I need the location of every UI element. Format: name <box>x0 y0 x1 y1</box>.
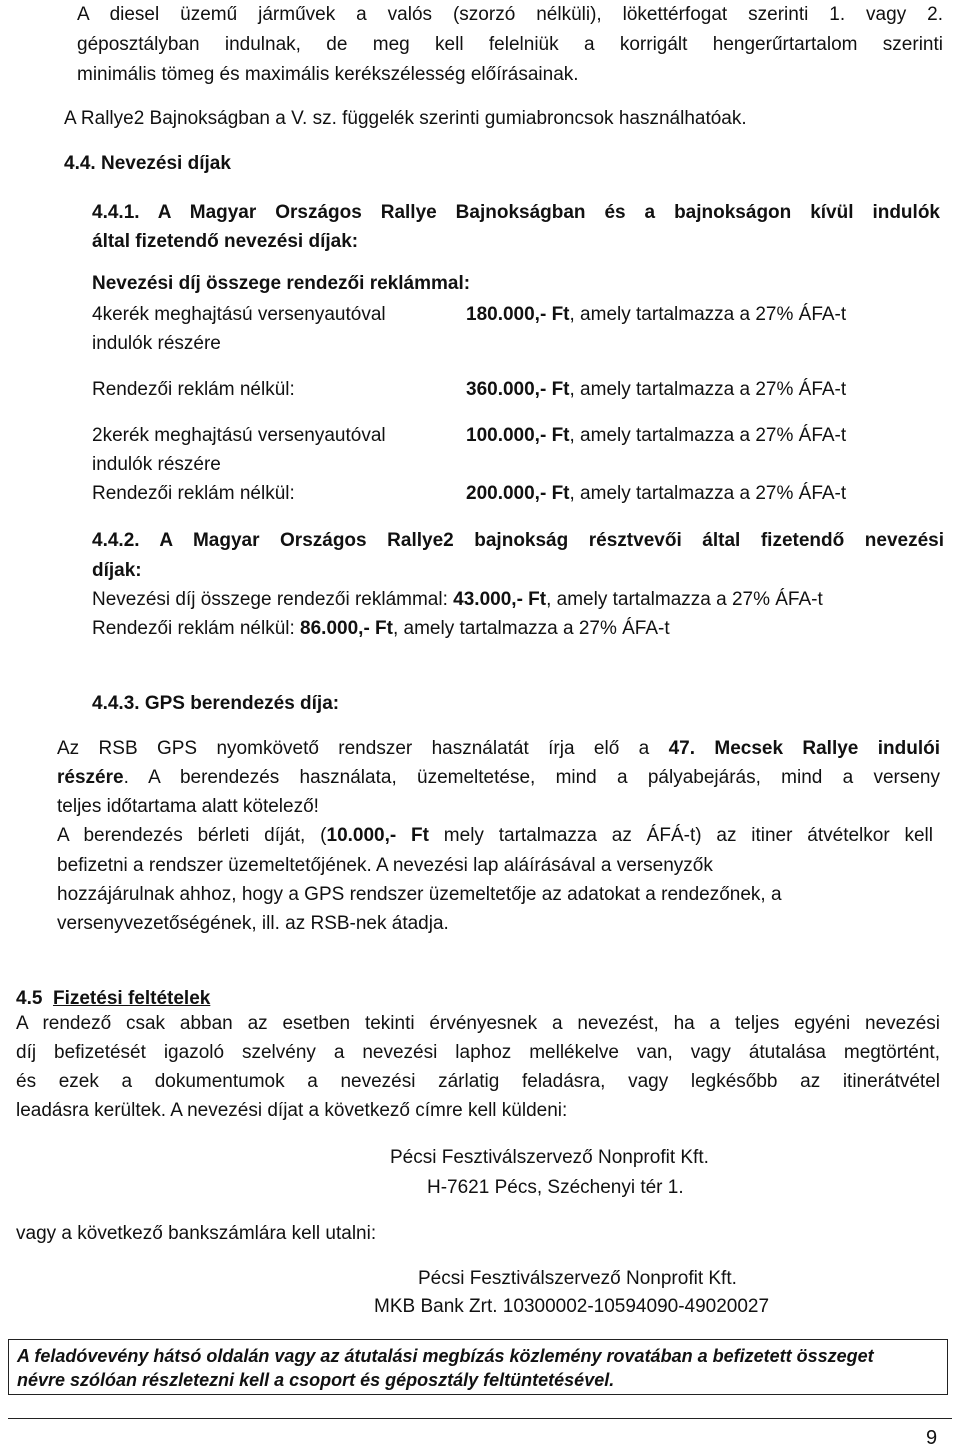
fee-subheading: Nevezési díj összege rendezői reklámmal: <box>92 273 471 294</box>
fee-row-label-cont: indulók részére <box>92 333 221 354</box>
intro-line-4: A Rallye2 Bajnokságban a V. sz. függelék szerinti gumiabroncsok használhatóak. <box>64 108 747 129</box>
footer-divider <box>8 1418 952 1419</box>
fee-row-label: 4kerék meghajtású versenyautóval <box>92 304 386 325</box>
gps-line-3: teljes időtartama alatt kötelező! <box>57 796 319 817</box>
sub-4-4-3-heading: 4.4.3. GPS berendezés díja: <box>92 693 340 714</box>
fee-row-value: 200.000,- Ft, amely tartalmazza a 27% ÁFA-t <box>466 483 847 504</box>
fee-row-label-cont: indulók részére <box>92 454 221 475</box>
gps-line-1: Az RSB GPS nyomkövető rendszer használatát írja elő a 47. Mecsek Rallye indulói <box>57 738 941 759</box>
payment-line-4: leadásra kerültek. A nevezési díjat a következő címre kell küldeni: <box>16 1100 568 1121</box>
sub-4-4-1-heading-line-2: által fizetendő nevezési díjak: <box>92 231 359 252</box>
payment-line-3: és ezek a dokumentumok a nevezési zárlatig feladásra, vagy legkésőbb az itinerátvétel <box>16 1071 940 1092</box>
sub-4-4-2-heading-line-1: 4.4.2. A Magyar Országos Rallye2 bajnokság résztvevői által fizetendő nevezési <box>92 530 944 551</box>
address-name: Pécsi Fesztiválszervező Nonprofit Kft. <box>390 1147 709 1168</box>
gps-line-7: versenyvezetőségének, ill. az RSB-nek átadja. <box>57 913 449 934</box>
intro-line-3: minimális tömeg és maximális kerékszélesség előírásainak. <box>77 64 579 85</box>
fee-row-value: 100.000,- Ft, amely tartalmazza a 27% ÁFA-t <box>466 425 847 446</box>
notice-line-1: A feladóvevény hátsó oldalán vagy az átutalási megbízás közlemény rovatában a befizetett összeget <box>17 1346 874 1366</box>
sub-4-4-2-heading-line-2: díjak: <box>92 560 142 581</box>
payment-line-1: A rendező csak abban az esetben tekinti érvényesnek a nevezést, ha a teljes egyéni nevezési <box>16 1013 940 1034</box>
bank-recipient-name: Pécsi Fesztiválszervező Nonprofit Kft. <box>418 1268 737 1289</box>
fee-row-label: Rendezői reklám nélkül: <box>92 379 295 400</box>
fee-row-label: Rendezői reklám nélkül: <box>92 483 295 504</box>
payment-line-2: díj befizetését igazoló szelvény a nevezési laphoz mellékelve van, vagy átutalása megtörtént, <box>16 1042 940 1063</box>
address-street: H-7621 Pécs, Széchenyi tér 1. <box>427 1177 684 1198</box>
bank-intro: vagy a következő bankszámlára kell utalni: <box>16 1223 377 1244</box>
intro-line-2: géposztályban indulnak, de meg kell felelniük a korrigált hengerűrtartalom szerinti <box>77 34 943 55</box>
rallye2-fee-without-ads: Rendezői reklám nélkül: 86.000,- Ft, amely tartalmazza a 27% ÁFA-t <box>92 618 670 639</box>
fee-row-value: 180.000,- Ft, amely tartalmazza a 27% ÁFA-t <box>466 304 847 325</box>
section-4-4-heading: 4.4. Nevezési díjak <box>64 153 231 174</box>
gps-line-4: A berendezés bérleti díját, (10.000,- Ft mely tartalmazza az ÁFÁ-t) az itiner átvételkor kell <box>57 825 933 846</box>
gps-line-5: befizetni a rendszer üzemeltetőjének. A nevezési lap aláírásával a versenyzők <box>57 855 713 876</box>
sub-4-4-1-heading-line-1: 4.4.1. A Magyar Országos Rallye Bajnokságban és a bajnokságon kívül indulók <box>92 202 940 223</box>
intro-line-1: A diesel üzemű járművek a valós (szorzó nélküli), lökettérfogat szerinti 1. vagy 2. <box>77 4 943 25</box>
gps-line-6: hozzájárulnak ahhoz, hogy a GPS rendszer üzemeltetője az adatokat a rendezőnek, a <box>57 884 782 905</box>
page-number: 9 <box>926 1427 938 1449</box>
gps-line-2: részére. A berendezés használata, üzemeltetése, mind a pályabejárás, mind a verseny <box>57 767 940 788</box>
section-4-5-heading: 4.5 Fizetési feltételek <box>16 988 211 1009</box>
notice-line-2: névre szólóan részletezni kell a csoport és géposztály feltüntetésével. <box>17 1370 615 1390</box>
fee-row-label: 2kerék meghajtású versenyautóval <box>92 425 386 446</box>
rallye2-fee-with-ads: Nevezési díj összege rendezői reklámmal: 43.000,- Ft, amely tartalmazza a 27% ÁFA-t <box>92 589 823 610</box>
bank-account: MKB Bank Zrt. 10300002-10594090-49020027 <box>374 1296 770 1317</box>
payment-notice-box <box>8 1339 948 1395</box>
fee-row-value: 360.000,- Ft, amely tartalmazza a 27% ÁFA-t <box>466 379 847 400</box>
